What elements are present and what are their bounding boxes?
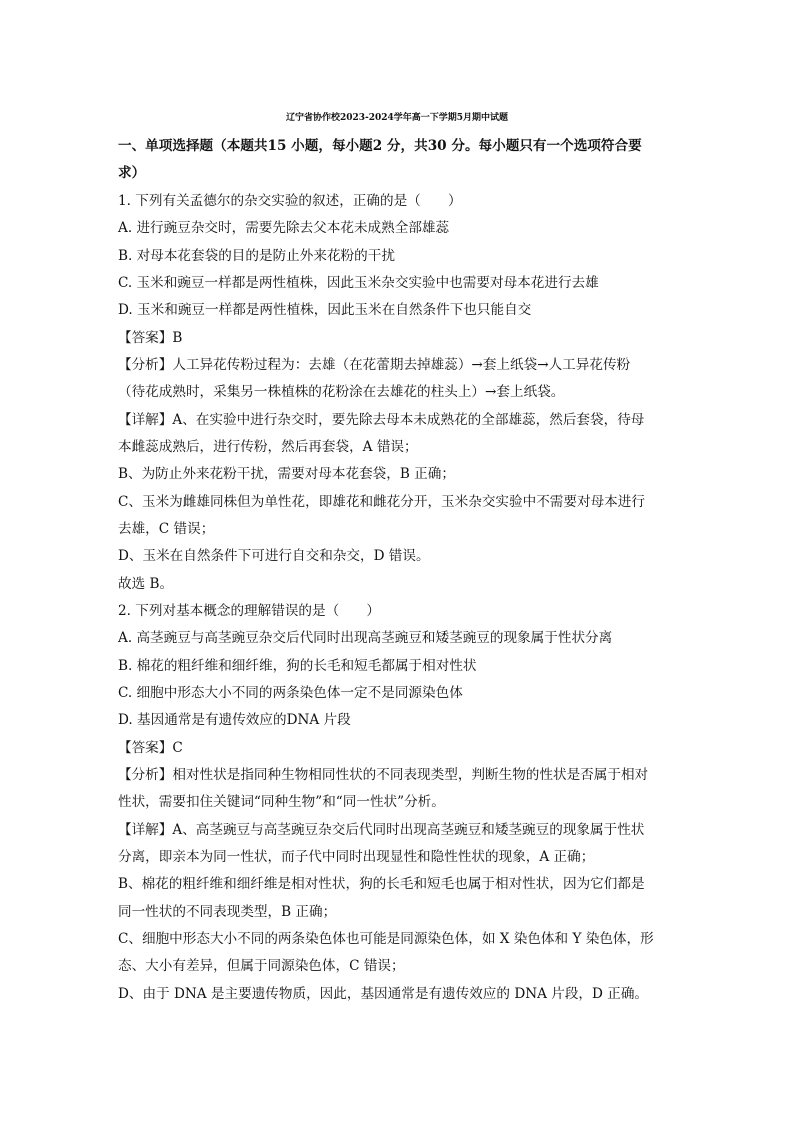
question-1-option-c: C. 玉米和豌豆一样都是两性植株，因此玉米杂交实验中也需要对母本花进行去雄 bbox=[118, 275, 599, 291]
question-1-analysis: 【分析】人工异花传粉过程为：去雄（在花蕾期去掉雄蕊）→套上纸袋→人工异花传粉 bbox=[118, 357, 631, 373]
section-heading-cont: 求） bbox=[118, 165, 146, 181]
question-2-answer: 【答案】C bbox=[118, 740, 183, 756]
question-2-explanation: 【详解】A、高茎豌豆与高茎豌豆杂交后代同时出现高茎豌豆和矮茎豌豆的现象属于性状 bbox=[118, 822, 645, 838]
question-2-explanation-c-cont: 态、大小有差异，但属于同源染色体，C 错误； bbox=[118, 958, 405, 974]
question-1-explanation-c-cont: 去雄，C 错误； bbox=[118, 521, 215, 537]
question-2-stem: 2. 下列对基本概念的理解错误的是（ ） bbox=[118, 603, 380, 619]
question-1-explanation-cont: 本雌蕊成熟后，进行传粉，然后再套袋，A 错误； bbox=[118, 439, 418, 455]
question-1-explanation: 【详解】A、在实验中进行杂交时，要先除去母本未成熟花的全部雄蕊，然后套袋，待母 bbox=[118, 412, 645, 428]
question-1-explanation-c: C、玉米为雌雄同株但为单性花，即雄花和雌花分开，玉米杂交实验中不需要对母本进行 bbox=[118, 494, 645, 510]
question-1-option-d: D. 玉米和豌豆一样都是两性植株，因此玉米在自然条件下也只能自交 bbox=[118, 302, 532, 318]
question-1-option-a: A. 进行豌豆杂交时，需要先除去父本花未成熟全部雄蕊 bbox=[118, 220, 450, 236]
question-2-explanation-cont: 分离，即亲本为同一性状，而子代中同时出现显性和隐性性状的现象，A 正确； bbox=[118, 849, 595, 865]
question-2-explanation-c: C、细胞中形态大小不同的两条染色体也可能是同源染色体，如 X 染色体和 Y 染色体，形 bbox=[118, 931, 654, 947]
question-2-option-a: A. 高茎豌豆与高茎豌豆杂交后代同时出现高茎豌豆和矮茎豌豆的现象属于性状分离 bbox=[118, 630, 613, 646]
question-2-explanation-b: B、棉花的粗纤维和细纤维是相对性状，狗的长毛和短毛也属于相对性状，因为它们都是 bbox=[118, 876, 645, 892]
question-2-option-b: B. 棉花的粗纤维和细纤维，狗的长毛和短毛都属于相对性状 bbox=[118, 658, 477, 674]
document-title: 辽宁省协作校2023-2024学年高一下学期5月期中试题 bbox=[285, 113, 509, 123]
question-1-analysis-cont: （待花成熟时，采集另一株植株的花粉涂在去雄花的柱头上）→套上纸袋。 bbox=[118, 384, 565, 400]
question-2-explanation-b-cont: 同一性状的不同表现类型，B 正确； bbox=[118, 904, 337, 920]
question-2-analysis-cont: 性状，需要扣住关键词“同种生物”和“同一性状”分析。 bbox=[118, 794, 445, 810]
section-heading: 一、单项选择题（本题共15 小题，每小题2 分，共30 分。每小题只有一个选项符合要 bbox=[118, 138, 642, 154]
question-1-answer: 【答案】B bbox=[118, 330, 183, 346]
question-2-option-c: C. 细胞中形态大小不同的两条染色体一定不是同源染色体 bbox=[118, 685, 463, 701]
question-1-explanation-b: B、为防止外来花粉干扰，需要对母本花套袋，B 正确； bbox=[118, 466, 455, 482]
question-1-choice: 故选 B。 bbox=[118, 576, 174, 592]
question-1-option-b: B. 对母本花套袋的目的是防止外来花粉的干扰 bbox=[118, 248, 395, 264]
question-2-analysis: 【分析】相对性状是指同种生物相同性状的不同表现类型，判断生物的性状是否属于相对 bbox=[118, 767, 649, 783]
question-1-explanation-d: D、玉米在自然条件下可进行自交和杂交，D 错误。 bbox=[118, 548, 430, 564]
question-1-stem: 1. 下列有关孟德尔的杂交实验的叙述，正确的是（ ） bbox=[118, 193, 462, 209]
question-2-option-d: D. 基因通常是有遗传效应的DNA 片段 bbox=[118, 712, 351, 728]
question-2-explanation-d: D、由于 DNA 是主要遗传物质，因此，基因通常是有遗传效应的 DNA 片段，D 正确。 bbox=[118, 986, 649, 1002]
